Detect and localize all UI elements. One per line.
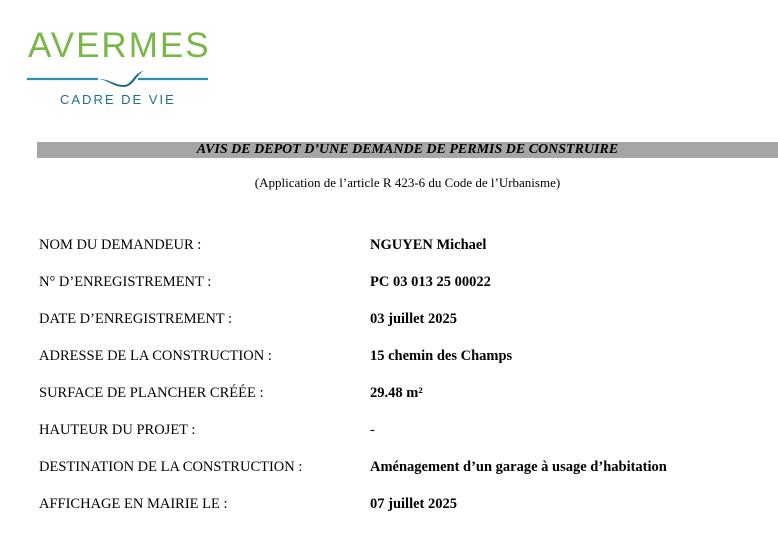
field-label: ADRESSE DE LA CONSTRUCTION : <box>39 347 272 364</box>
field-row-applicant <box>39 226 739 263</box>
field-label: DATE D’ENREGISTREMENT : <box>39 310 233 327</box>
wave-icon <box>26 66 210 90</box>
field-row-height <box>39 411 739 448</box>
field-label: HAUTEUR DU PROJET : <box>39 421 196 438</box>
avermes-logo <box>26 26 212 112</box>
field-label: SURFACE DE PLANCHER CRÉÉE : <box>39 384 264 401</box>
field-value: 29.48 m² <box>370 384 423 401</box>
field-row-posting-date <box>39 485 739 522</box>
field-row-registration-number <box>39 263 739 300</box>
field-row-floor-area <box>39 374 739 411</box>
logo-tagline: CADRE DE VIE <box>60 92 176 107</box>
field-label: AFFICHAGE EN MAIRIE LE : <box>39 495 228 512</box>
field-label: NOM DU DEMANDEUR : <box>39 236 202 253</box>
field-value: 07 juillet 2025 <box>370 495 457 512</box>
field-value: 15 chemin des Champs <box>370 347 513 364</box>
field-value: 03 juillet 2025 <box>370 310 457 327</box>
field-row-registration-date <box>39 300 739 337</box>
logo-name: AVERMES <box>28 26 211 65</box>
field-value: Aménagement d’un garage à usage d’habitation <box>370 458 667 475</box>
field-value: NGUYEN Michael <box>370 236 487 253</box>
fields-list <box>39 226 739 522</box>
field-row-address <box>39 337 739 374</box>
field-label: N° D’ENREGISTREMENT : <box>39 273 212 290</box>
field-row-destination <box>39 448 739 485</box>
document-subtitle: (Application de l’article R 423-6 du Code de l’Urbanisme) <box>254 175 561 190</box>
field-label: DESTINATION DE LA CONSTRUCTION : <box>39 458 303 475</box>
field-value: PC 03 013 25 00022 <box>370 273 491 290</box>
title-bar <box>37 142 778 158</box>
document-title: AVIS DE DEPOT D’UNE DEMANDE DE PERMIS DE CONSTRUIRE <box>196 142 619 157</box>
field-value: - <box>370 421 375 438</box>
